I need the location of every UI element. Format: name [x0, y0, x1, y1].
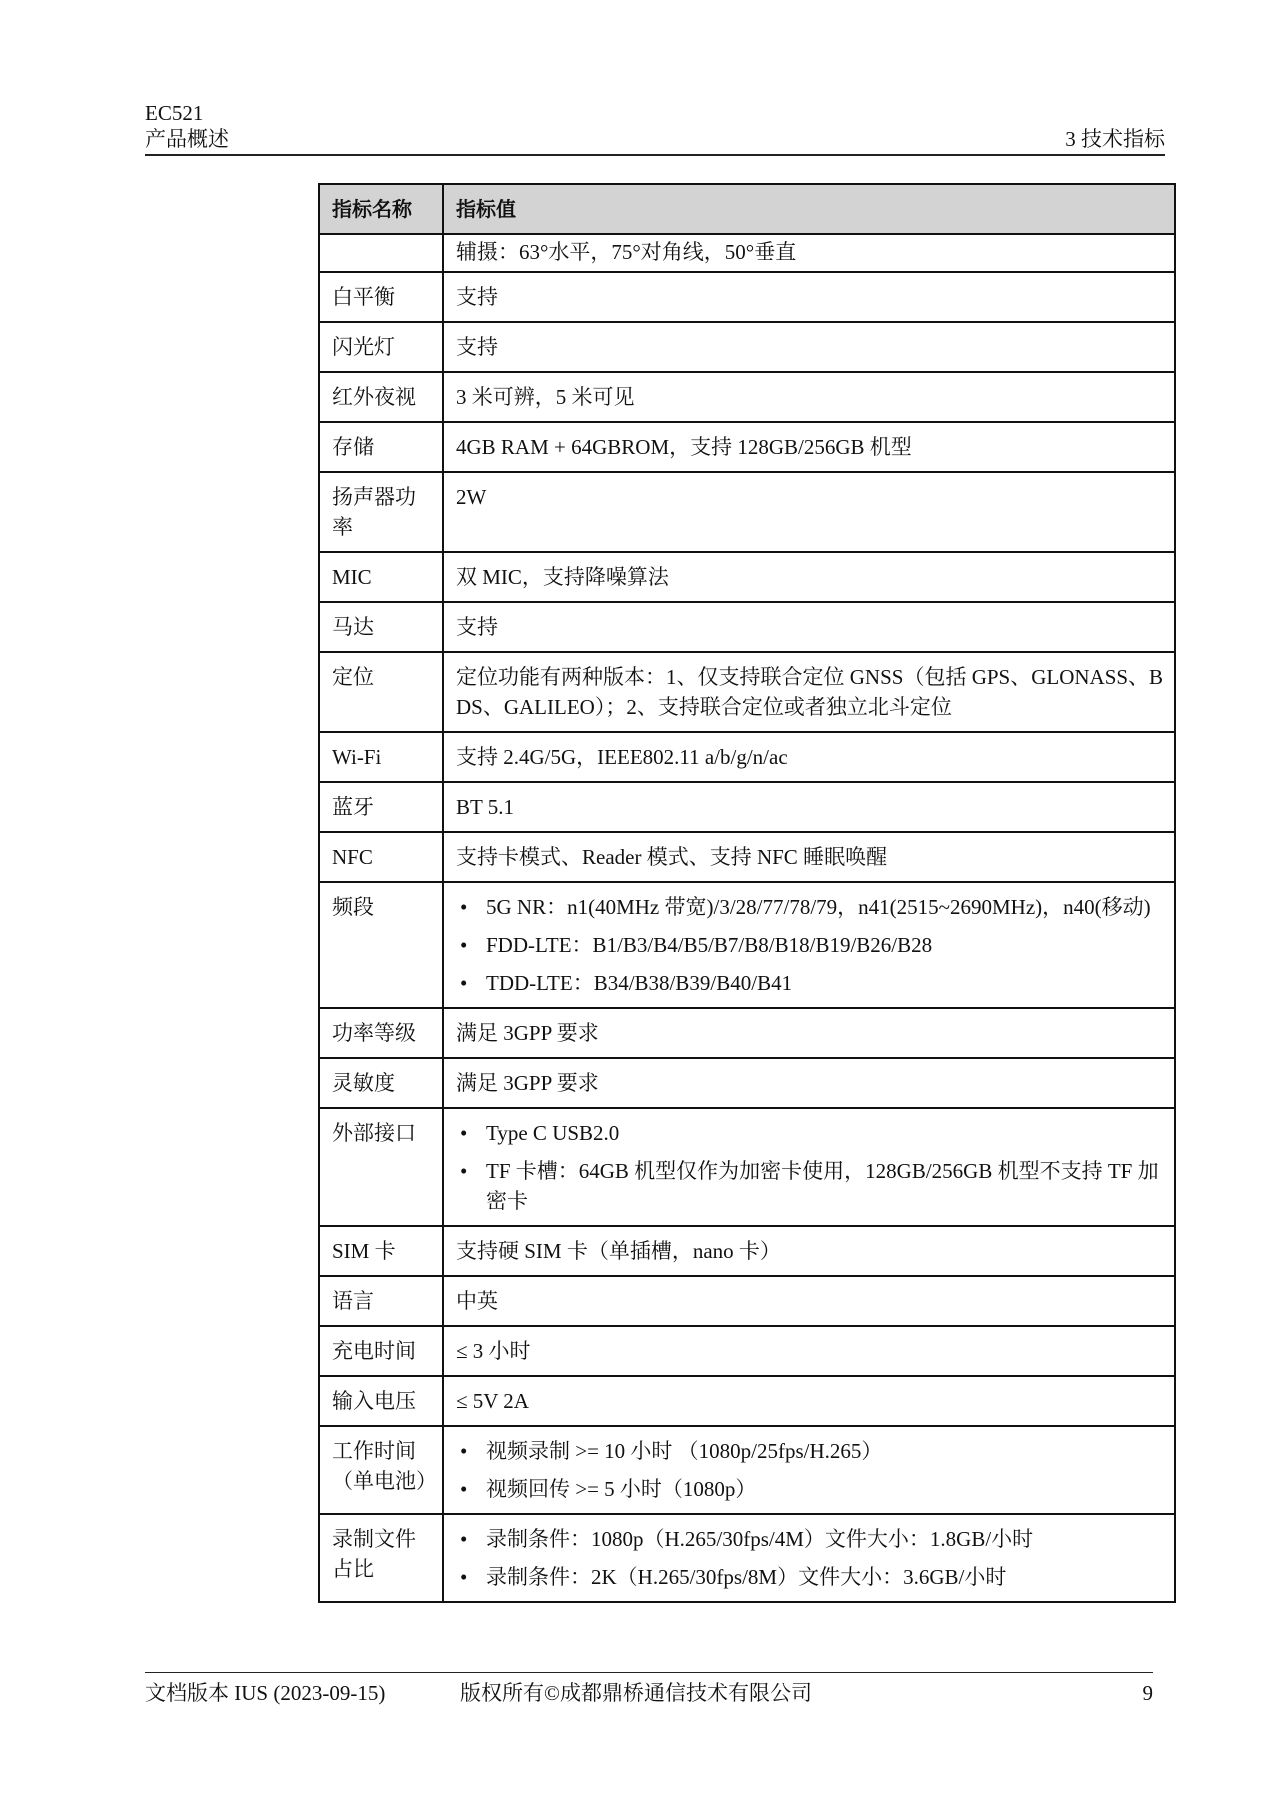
- spec-value: 定位功能有两种版本：1、仅支持联合定位 GNSS（包括 GPS、GLONASS、BDS、GALILEO）；2、支持联合定位或者独立北斗定位: [443, 652, 1175, 732]
- spec-value: 支持硬 SIM 卡（单插槽，nano 卡）: [443, 1226, 1175, 1276]
- spec-value: ≤ 3 小时: [443, 1326, 1175, 1376]
- spec-name: 马达: [319, 602, 443, 652]
- spec-value: 支持: [443, 602, 1175, 652]
- spec-name: 白平衡: [319, 272, 443, 322]
- spec-value: [443, 882, 1175, 1008]
- spec-name: 语言: [319, 1276, 443, 1326]
- table-row: [319, 602, 1175, 652]
- spec-name: NFC: [319, 832, 443, 882]
- table-row: [319, 782, 1175, 832]
- bullet-list: [456, 1436, 1164, 1504]
- spec-value: 3 米可辨，5 米可见: [443, 372, 1175, 422]
- table-row: [319, 1226, 1175, 1276]
- spec-value: [443, 1514, 1175, 1602]
- table-row: [319, 1514, 1175, 1602]
- page-header: [145, 100, 1165, 156]
- chapter-title: 3 技术指标: [1065, 127, 1165, 151]
- spec-value: BT 5.1: [443, 782, 1175, 832]
- spec-name: MIC: [319, 552, 443, 602]
- spec-value: 辅摄：63°水平，75°对角线，50°垂直: [443, 234, 1175, 272]
- table-row: [319, 1276, 1175, 1326]
- bullet-list: [456, 1524, 1164, 1592]
- spec-name: 定位: [319, 652, 443, 732]
- list-item: • 录制条件：2K（H.265/30fps/8M）文件大小：3.6GB/小时: [456, 1562, 1164, 1592]
- spec-name: Wi-Fi: [319, 732, 443, 782]
- table-row: [319, 1058, 1175, 1108]
- table-row: [319, 422, 1175, 472]
- header-cell-name: 指标名称: [319, 184, 443, 234]
- spec-name: [319, 234, 443, 272]
- table-row: [319, 552, 1175, 602]
- spec-name: 灵敏度: [319, 1058, 443, 1108]
- table-row: [319, 1108, 1175, 1226]
- spec-name: 蓝牙: [319, 782, 443, 832]
- spec-name: 输入电压: [319, 1376, 443, 1426]
- table-row: [319, 882, 1175, 1008]
- spec-value: 双 MIC，支持降噪算法: [443, 552, 1175, 602]
- table-row: [319, 832, 1175, 882]
- spec-name: 闪光灯: [319, 322, 443, 372]
- table-row: [319, 472, 1175, 552]
- spec-value: ≤ 5V 2A: [443, 1376, 1175, 1426]
- spec-value: 支持卡模式、Reader 模式、支持 NFC 睡眠唤醒: [443, 832, 1175, 882]
- spec-value: [443, 1426, 1175, 1514]
- spec-value: 4GB RAM + 64GBROM，支持 128GB/256GB 机型: [443, 422, 1175, 472]
- copyright-notice: 版权所有©成都鼎桥通信技术有限公司: [460, 1681, 812, 1705]
- header-cell-value: 指标值: [443, 184, 1175, 234]
- spec-name: 充电时间: [319, 1326, 443, 1376]
- table-row: [319, 1326, 1175, 1376]
- spec-name: SIM 卡: [319, 1226, 443, 1276]
- spec-value: 支持 2.4G/5G，IEEE802.11 a/b/g/n/ac: [443, 732, 1175, 782]
- list-item: • 录制条件：1080p（H.265/30fps/4M）文件大小：1.8GB/小时: [456, 1524, 1164, 1554]
- bullet-list: [456, 1118, 1164, 1216]
- spec-value: 支持: [443, 322, 1175, 372]
- spec-name: 外部接口: [319, 1108, 443, 1226]
- page-footer: [145, 1672, 1153, 1713]
- spec-value: 中英: [443, 1276, 1175, 1326]
- spec-name: 录制文件占比: [319, 1514, 443, 1602]
- table-row: [319, 372, 1175, 422]
- table-row: [319, 272, 1175, 322]
- table-row: [319, 652, 1175, 732]
- spec-name: 工作时间（单电池）: [319, 1426, 443, 1514]
- list-item: • 5G NR：n1(40MHz 带宽)/3/28/77/78/79，n41(2515~2690MHz)，n40(移动): [456, 892, 1164, 922]
- spec-name: 存储: [319, 422, 443, 472]
- list-item: • TDD-LTE：B34/B38/B39/B40/B41: [456, 968, 1164, 998]
- table-header-row: [319, 184, 1175, 234]
- spec-name: 功率等级: [319, 1008, 443, 1058]
- spec-value: 满足 3GPP 要求: [443, 1008, 1175, 1058]
- page-number: 9: [1142, 1681, 1153, 1705]
- spec-value: [443, 1108, 1175, 1226]
- spec-value: 2W: [443, 472, 1175, 552]
- document-title: 产品概述: [145, 127, 229, 151]
- table-row: [319, 322, 1175, 372]
- table-row: [319, 732, 1175, 782]
- document-version: 文档版本 IUS (2023-09-15): [145, 1681, 386, 1705]
- spec-value: 支持: [443, 272, 1175, 322]
- list-item: • 视频录制 >= 10 小时 （1080p/25fps/H.265）: [456, 1436, 1164, 1466]
- spec-name: 扬声器功率: [319, 472, 443, 552]
- bullet-list: [456, 892, 1164, 998]
- list-item: • Type C USB2.0: [456, 1118, 1164, 1148]
- spec-value: 满足 3GPP 要求: [443, 1058, 1175, 1108]
- list-item: • FDD-LTE：B1/B3/B4/B5/B7/B8/B18/B19/B26/B28: [456, 930, 1164, 960]
- table-row: [319, 234, 1175, 272]
- product-name: EC521: [145, 101, 204, 125]
- list-item: • TF 卡槽：64GB 机型仅作为加密卡使用，128GB/256GB 机型不支持 TF 加密卡: [456, 1156, 1164, 1216]
- table-row: [319, 1376, 1175, 1426]
- spec-table: [318, 183, 1176, 1603]
- table-row: [319, 1426, 1175, 1514]
- spec-name: 频段: [319, 882, 443, 1008]
- table-row: [319, 1008, 1175, 1058]
- spec-name: 红外夜视: [319, 372, 443, 422]
- list-item: • 视频回传 >= 5 小时（1080p）: [456, 1474, 1164, 1504]
